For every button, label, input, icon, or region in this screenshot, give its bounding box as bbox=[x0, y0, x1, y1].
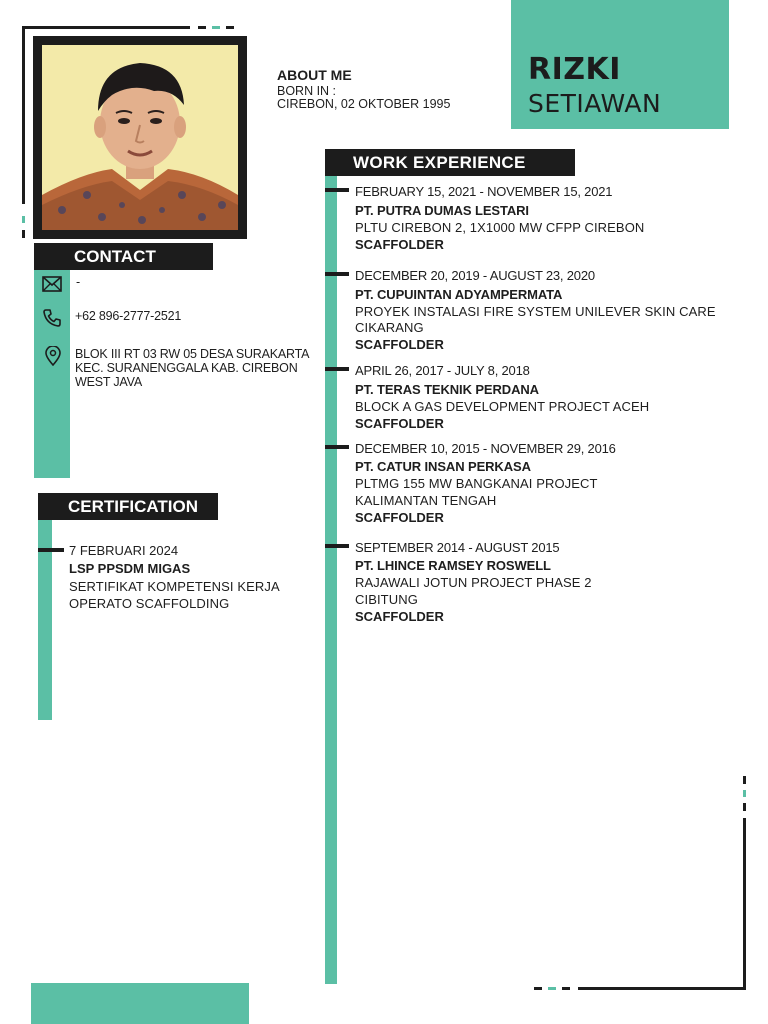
frame-right-line bbox=[743, 818, 746, 990]
footer-accent-bar bbox=[31, 983, 249, 1024]
experience-role: SCAFFOLDER bbox=[355, 416, 444, 431]
experience-description-line: CIKARANG bbox=[355, 320, 424, 335]
contact-phone: +62 896-2777-2521 bbox=[75, 309, 182, 323]
cert-description-line: SERTIFIKAT KOMPETENSI KERJA bbox=[69, 579, 280, 594]
timeline-tick bbox=[325, 272, 349, 276]
experience-company: PT. CUPUINTAN ADYAMPERMATA bbox=[355, 287, 563, 302]
experience-company: PT. CATUR INSAN PERKASA bbox=[355, 459, 531, 474]
experience-description-line: PLTMG 155 MW BANGKANAI PROJECT bbox=[355, 476, 598, 491]
timeline-tick bbox=[325, 188, 349, 192]
timeline-tick bbox=[325, 445, 349, 449]
cert-description-line: OPERATO SCAFFOLDING bbox=[69, 596, 230, 611]
work-experience-header bbox=[325, 149, 575, 176]
experience-date: DECEMBER 10, 2015 - NOVEMBER 29, 2016 bbox=[355, 441, 616, 456]
born-label: BORN IN : bbox=[277, 84, 337, 98]
cert-date: 7 FEBRUARI 2024 bbox=[69, 543, 179, 558]
experience-description-line: PROYEK INSTALASI FIRE SYSTEM UNILEVER SKIN CARE bbox=[355, 304, 716, 319]
frame-right-dash bbox=[743, 803, 746, 811]
experience-date: DECEMBER 20, 2019 - AUGUST 23, 2020 bbox=[355, 268, 595, 283]
frame-left-dash-teal bbox=[22, 216, 25, 223]
frame-top-line bbox=[22, 26, 190, 29]
frame-top-dash bbox=[198, 26, 206, 29]
profile-photo bbox=[42, 45, 238, 230]
timeline-tick bbox=[325, 367, 349, 371]
frame-right-dash bbox=[743, 776, 746, 784]
timeline-tick bbox=[325, 544, 349, 548]
about-title: ABOUT ME bbox=[277, 67, 352, 83]
mail-icon bbox=[41, 273, 63, 295]
last-name: SETIAWAN bbox=[528, 89, 662, 118]
born-value: CIREBON, 02 OKTOBER 1995 bbox=[277, 97, 451, 111]
contact-address-line: BLOK III RT 03 RW 05 DESA SURAKARTA bbox=[75, 347, 310, 361]
frame-right-dash-teal bbox=[743, 790, 746, 797]
experience-description-line: CIBITUNG bbox=[355, 592, 418, 607]
experience-company: PT. PUTRA DUMAS LESTARI bbox=[355, 203, 529, 218]
experience-role: SCAFFOLDER bbox=[355, 337, 444, 352]
experience-role: SCAFFOLDER bbox=[355, 609, 444, 624]
contact-address-line: KEC. SURANENGGALA KAB. CIREBON bbox=[75, 361, 298, 375]
experience-date: SEPTEMBER 2014 - AUGUST 2015 bbox=[355, 540, 560, 555]
experience-description-line: RAJAWALI JOTUN PROJECT PHASE 2 bbox=[355, 575, 592, 590]
frame-bottom-dash bbox=[534, 987, 542, 990]
frame-top-dash bbox=[226, 26, 234, 29]
frame-bottom-dash bbox=[562, 987, 570, 990]
experience-date: APRIL 26, 2017 - JULY 8, 2018 bbox=[355, 363, 530, 378]
certification-header bbox=[38, 493, 218, 520]
timeline-bar bbox=[325, 176, 337, 984]
contact-address-line: WEST JAVA bbox=[75, 375, 142, 389]
frame-bottom-line bbox=[578, 987, 746, 990]
cert-organization: LSP PPSDM MIGAS bbox=[69, 561, 191, 576]
frame-left-line bbox=[22, 26, 25, 204]
contact-header bbox=[34, 243, 213, 270]
contact-side-bar bbox=[34, 270, 70, 478]
frame-top-dash-teal bbox=[212, 26, 220, 29]
experience-description-line: KALIMANTAN TENGAH bbox=[355, 493, 497, 508]
contact-title: CONTACT bbox=[74, 246, 156, 266]
experience-description-line: BLOCK A GAS DEVELOPMENT PROJECT ACEH bbox=[355, 399, 650, 414]
frame-left-dash bbox=[22, 230, 25, 238]
certification-title: CERTIFICATION bbox=[68, 496, 199, 516]
experience-role: SCAFFOLDER bbox=[355, 237, 444, 252]
contact-email: - bbox=[76, 275, 80, 289]
experience-date: FEBRUARY 15, 2021 - NOVEMBER 15, 2021 bbox=[355, 184, 613, 199]
experience-company: PT. LHINCE RAMSEY ROSWELL bbox=[355, 558, 551, 573]
certification-tick bbox=[38, 548, 64, 552]
first-name: RIZKI bbox=[528, 52, 621, 87]
experience-description-line: PLTU CIREBON 2, 1X1000 MW CFPP CIREBON bbox=[355, 220, 645, 235]
work-experience-title: WORK EXPERIENCE bbox=[353, 152, 526, 172]
frame-bottom-dash-teal bbox=[548, 987, 556, 990]
location-pin-icon bbox=[42, 345, 64, 367]
experience-role: SCAFFOLDER bbox=[355, 510, 444, 525]
experience-company: PT. TERAS TEKNIK PERDANA bbox=[355, 382, 539, 397]
phone-icon bbox=[41, 307, 63, 329]
